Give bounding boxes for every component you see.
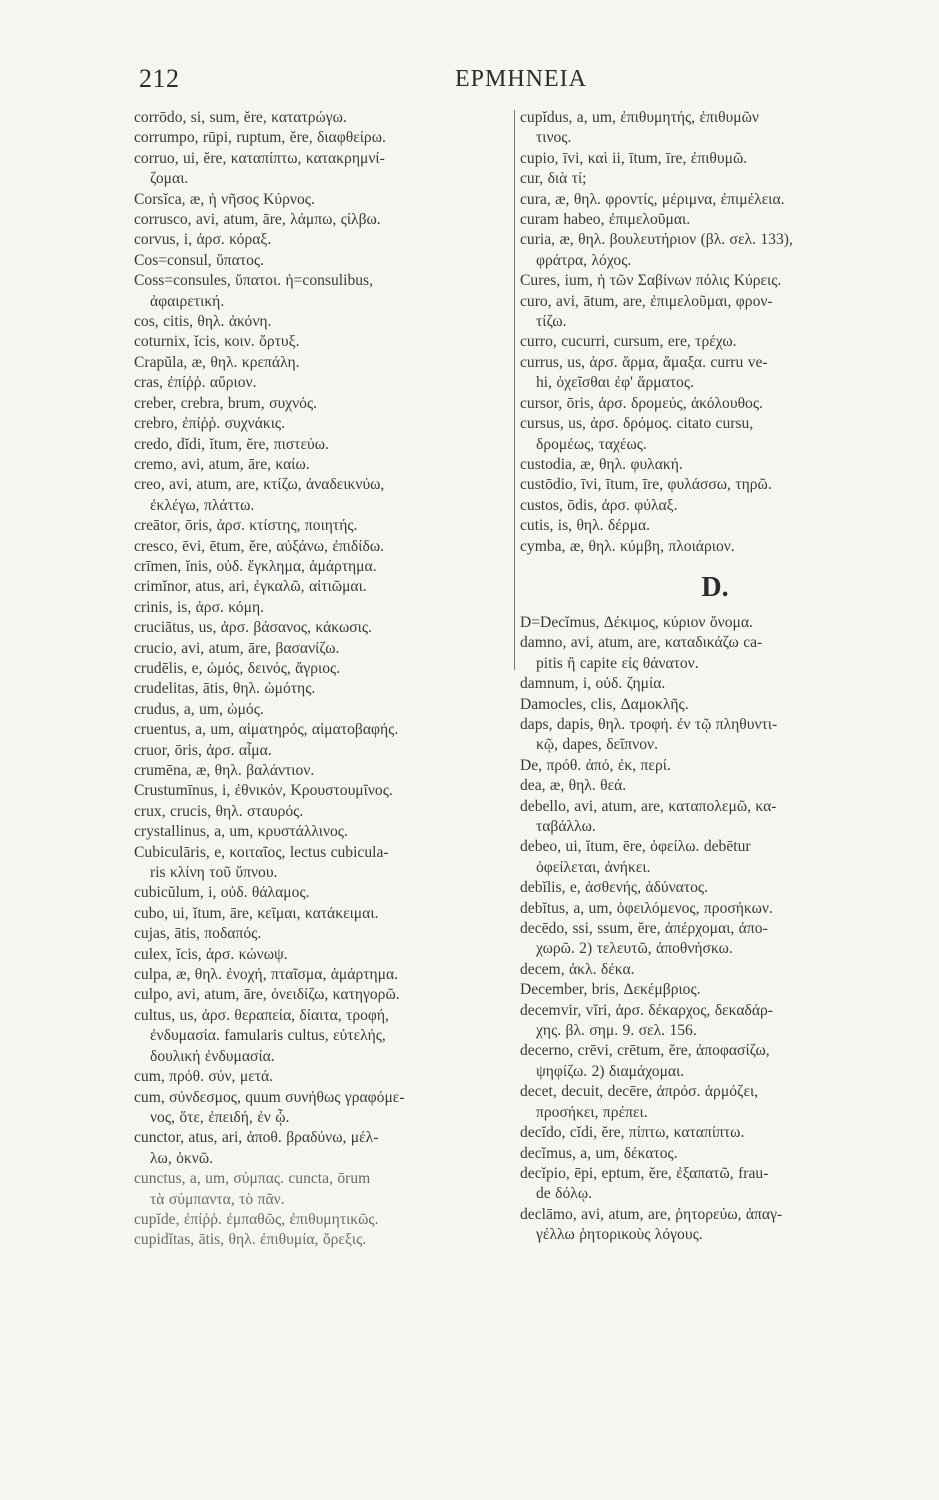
- entry-line: damno, avi, atum, are, καταδικάζω ca-: [520, 634, 763, 652]
- entry-line: cubo, ui, ĭtum, āre, κεῖμαι, κατάκειμαι.: [134, 904, 379, 922]
- entry-line: culpo, avi, atum, āre, ὀνειδίζω, κατηγορῶ.: [134, 986, 400, 1004]
- entry-line: τὰ σύμπαντα, τὸ πᾶν.: [150, 1190, 285, 1208]
- right-column-c-entries: [520, 108, 910, 557]
- entry-line: decerno, crēvi, crētum, ĕre, ἀποφασίζω,: [520, 1042, 770, 1060]
- entry-line: Crustumīnus, i, ἐθνικόν, Κρουστουμῖνος.: [134, 782, 393, 800]
- entry-line: crystallinus, a, um, κρυστάλλινος.: [134, 823, 348, 841]
- entry-line: cunctus, a, um, σύμπας. cuncta, ōrum: [134, 1170, 371, 1188]
- entry-line: Coss=consules, ὕπατοι. ἡ=consulibus,: [134, 272, 374, 290]
- entry-line: crucio, avi, atum, āre, βασανίζω.: [134, 639, 340, 657]
- column-divider: [514, 110, 515, 670]
- entry-line: culpa, æ, θηλ. ἐνοχή, πταῖσμα, ἁμάρτημα.: [134, 966, 399, 984]
- entry-line: cruciātus, us, ἀρσ. βάσανος, κάκωσις.: [134, 619, 372, 637]
- entry-line: cunctor, atus, ari, ἀποθ. βραδύνω, μέλ-: [134, 1129, 379, 1147]
- entry-line: cura, æ, θηλ. φροντίς, μέριμνα, ἐπιμέλεια.: [520, 190, 785, 208]
- entry-line: crimĭnor, atus, ari, ἐγκαλῶ, αἰτιῶμαι.: [134, 578, 367, 596]
- entry-line: debeo, ui, ĭtum, ēre, ὀφείλω. debētur: [520, 838, 751, 856]
- entry-line: creber, crebra, brum, συχνός.: [134, 394, 318, 412]
- entry-line: D=Decĭmus, Δέκιμος, κύριον ὄνομα.: [520, 613, 753, 631]
- entry-line: ἐνδυμασία. famularis cultus, εὐτελής,: [150, 1027, 386, 1045]
- entry-line: κῷ, dapes, δεῖπνον.: [536, 736, 658, 754]
- entry-line: custos, ōdis, ἀρσ. φύλαξ.: [520, 496, 678, 514]
- entry-line: decet, decuit, decēre, ἀπρόσ. ἁρμόζει,: [520, 1083, 759, 1101]
- entry-line: cymba, æ, θηλ. κύμβη, πλοιάριον.: [520, 537, 735, 555]
- entry-line: τινος.: [536, 129, 572, 147]
- entry-line: ἐκλέγω, πλάττω.: [150, 496, 255, 514]
- right-column-d-entries: [520, 613, 910, 1246]
- entry-line: προσήκει, πρέπει.: [536, 1103, 648, 1121]
- entry-line: curro, cucurri, cursum, ere, τρέχω.: [520, 333, 737, 351]
- entry-line: coturnix, ĭcis, κοιν. ὄρτυξ.: [134, 333, 300, 351]
- entry-line: creātor, ōris, ἀρσ. κτίστης, ποιητής.: [134, 517, 358, 535]
- entry-line: decĭmus, a, um, δέκατος.: [520, 1144, 678, 1162]
- entry-line: credo, dĭdi, ĭtum, ĕre, πιστεύω.: [134, 435, 329, 453]
- entry-line: decem, ἀκλ. δέκα.: [520, 960, 635, 978]
- entry-line: De, πρόθ. ἀπό, ἐκ, περί.: [520, 756, 671, 774]
- entry-line: γέλλω ῥητορικοὺς λόγους.: [536, 1226, 703, 1244]
- entry-line: debĭlis, e, ἀσθενής, ἀδύνατος.: [520, 879, 708, 897]
- entry-line: crinis, is, ἀρσ. κόμη.: [134, 598, 265, 616]
- entry-line: cupidĭtas, ātis, θηλ. ἐπιθυμία, ὄρεξις.: [134, 1231, 367, 1249]
- entry-line: custodia, æ, θηλ. φυλακή.: [520, 455, 683, 473]
- entry-line: δουλική ἐνδυμασία.: [150, 1047, 275, 1065]
- entry-line: ris κλίνη τοῦ ὕπνου.: [150, 864, 278, 882]
- entry-line: cur, διὰ τί;: [520, 170, 587, 188]
- entry-line: cupĭde, ἐπίῤῥ. ἐμπαθῶς, ἐπιθυμητικῶς.: [134, 1210, 379, 1228]
- entry-line: debĭtus, a, um, ὀφειλόμενος, προσήκων.: [520, 899, 773, 917]
- entry-line: declāmo, avi, atum, are, ῥητορεύω, ἀπαγ-: [520, 1205, 783, 1223]
- entry-line: cras, ἐπίῤῥ. αὔριον.: [134, 374, 257, 392]
- entry-line: δρομέως, ταχέως.: [536, 435, 647, 453]
- left-column: [134, 108, 512, 1251]
- entry-line: ὀφείλεται, ἀνήκει.: [536, 858, 651, 876]
- entry-line: dea, æ, θηλ. θεά.: [520, 777, 627, 795]
- entry-line: Cos=consul, ὕπατος.: [134, 251, 264, 269]
- entry-line: crumēna, æ, θηλ. βαλάντιον.: [134, 762, 315, 779]
- entry-line: custōdio, īvi, ītum, īre, φυλάσσω, τηρῶ.: [520, 476, 772, 494]
- entry-line: debello, avi, atum, are, καταπολεμῶ, κα-: [520, 797, 777, 815]
- entry-line: λω, ὀκνῶ.: [150, 1149, 213, 1167]
- entry-line: cupĭdus, a, um, ἐπιθυμητής, ἐπιθυμῶν: [520, 109, 759, 126]
- entry-line: cursor, ōris, ἀρσ. δρομεύς, ἀκόλουθος.: [520, 394, 763, 412]
- entry-line: χωρῶ. 2) τελευτῶ, ἀποθνήσκω.: [536, 940, 733, 958]
- entry-line: curia, æ, θηλ. βουλευτήριον (βλ. σελ. 133),: [520, 231, 793, 249]
- entry-line: cultus, us, ἀρσ. θεραπεία, δίαιτα, τροφή,: [134, 1006, 389, 1024]
- section-letter: D.: [701, 571, 729, 603]
- entry-line: pitis ἢ capite εἰς θάνατον.: [536, 654, 699, 672]
- entry-line: cruentus, a, um, αἱματηρός, αἱματοβαφής.: [134, 721, 399, 739]
- entry-line: cupio, īvi, καὶ ii, ītum, īre, ἐπιθυμῶ.: [520, 149, 748, 167]
- entry-line: daps, dapis, θηλ. τροφή. ἐν τῷ πληθυντι-: [520, 715, 778, 733]
- entry-line: cremo, avi, atum, āre, καίω.: [134, 455, 310, 473]
- entry-line: cujas, ātis, ποδαπός.: [134, 925, 262, 943]
- entry-line: crudelitas, ātis, θηλ. ὠμότης.: [134, 680, 316, 698]
- entry-line: corruo, ui, ĕre, καταπίπτω, κατακρημνί-: [134, 149, 385, 167]
- entry-line: cursus, us, ἀρσ. δρόμος. citato cursu,: [520, 415, 754, 433]
- entry-line: decĭdo, cĭdi, ĕre, πίπτω, καταπίπτω.: [520, 1124, 745, 1142]
- entry-line: hi, ὀχεῖσθαι ἐφ' ἅρματος.: [536, 374, 694, 392]
- entry-line: creo, avi, atum, are, κτίζω, ἀναδεικνύω,: [134, 476, 385, 494]
- entry-line: damnum, i, οὐδ. ζημία.: [520, 675, 666, 693]
- entry-line: ταβάλλω.: [536, 818, 596, 835]
- entry-line: currus, us, ἀρσ. ἅρμα, ἅμαξα. curru ve-: [520, 353, 768, 371]
- running-head: ΕΡΜΗΝΕΙΑ: [455, 66, 587, 92]
- right-column: [520, 108, 910, 1246]
- entry-line: decēdo, ssi, ssum, ĕre, ἀπέρχομαι, ἀπο-: [520, 920, 768, 938]
- entry-line: crebro, ἐπίῤῥ. συχνάκις.: [134, 415, 285, 433]
- entry-line: cruor, ōris, ἀρσ. αἷμα.: [134, 741, 272, 759]
- entry-line: crux, crucis, θηλ. σταυρός.: [134, 802, 304, 820]
- entry-line: cubicŭlum, i, οὐδ. θάλαμος.: [134, 884, 310, 902]
- entry-line: curo, avi, ātum, are, ἐπιμελοῦμαι, φρον-: [520, 292, 773, 310]
- entry-line: corrōdo, si, sum, ĕre, κατατρώγω.: [134, 109, 347, 126]
- entry-line: cum, σύνδεσμος, quum συνήθως γραφόμε-: [134, 1088, 405, 1106]
- entry-line: Damocles, clis, Δαμοκλῆς.: [520, 695, 689, 713]
- entry-line: Corsĭca, æ, ἡ νῆσος Κύρνος.: [134, 190, 315, 208]
- page-number: 212: [139, 64, 180, 93]
- entry-line: Cures, ium, ἡ τῶν Σαβίνων πόλις Κύρεις.: [520, 272, 782, 290]
- entry-line: νος, ὅτε, ἐπειδή, ἐν ᾧ.: [150, 1108, 290, 1126]
- entry-line: de δόλῳ.: [536, 1185, 592, 1203]
- entry-line: τίζω.: [536, 313, 567, 331]
- entry-line: cresco, ēvi, ētum, ĕre, αὐξάνω, ἐπιδίδω.: [134, 537, 384, 555]
- entry-line: December, bris, Δεκέμβριος.: [520, 981, 701, 999]
- entry-line: decĭpio, ēpi, eptum, ĕre, ἐξαπατῶ, frau-: [520, 1164, 769, 1182]
- entry-line: culex, ĭcis, ἀρσ. κώνωψ.: [134, 945, 288, 963]
- entry-line: decemvir, vĭri, ἀρσ. δέκαρχος, δεκαδάρ-: [520, 1001, 773, 1019]
- entry-line: Crapŭla, æ, θηλ. κρεπάλη.: [134, 353, 300, 371]
- entry-line: ζομαι.: [150, 170, 189, 188]
- entry-line: cum, πρόθ. σύν, μετά.: [134, 1068, 274, 1086]
- entry-line: corrumpo, rūpi, ruptum, ĕre, διαφθείρω.: [134, 129, 386, 147]
- entry-line: χης. βλ. σημ. 9. σελ. 156.: [536, 1022, 697, 1040]
- entry-line: Cubiculāris, e, κοιταῖος, lectus cubicula-: [134, 843, 389, 861]
- entry-line: φράτρα, λόχος.: [536, 251, 632, 269]
- entry-line: crudus, a, um, ὠμός.: [134, 700, 264, 718]
- entry-line: crīmen, ĭnis, οὐδ. ἔγκλημα, ἁμάρτημα.: [134, 557, 377, 575]
- entry-line: corvus, i, ἀρσ. κόραξ.: [134, 231, 272, 249]
- entry-line: curam habeo, ἐπιμελοῦμαι.: [520, 211, 691, 229]
- entry-line: corrusco, avi, atum, āre, λάμπω, ςίλβω.: [134, 211, 381, 229]
- entry-line: ψηφίζω. 2) διαμάχομαι.: [536, 1062, 685, 1080]
- entry-line: cutis, is, θηλ. δέρμα.: [520, 517, 651, 535]
- entry-line: cos, citis, θηλ. ἀκόνη.: [134, 313, 272, 331]
- entry-line: ἀφαιρετική.: [150, 292, 225, 310]
- entry-line: crudēlis, e, ὠμός, δεινός, ἄγριος.: [134, 659, 341, 677]
